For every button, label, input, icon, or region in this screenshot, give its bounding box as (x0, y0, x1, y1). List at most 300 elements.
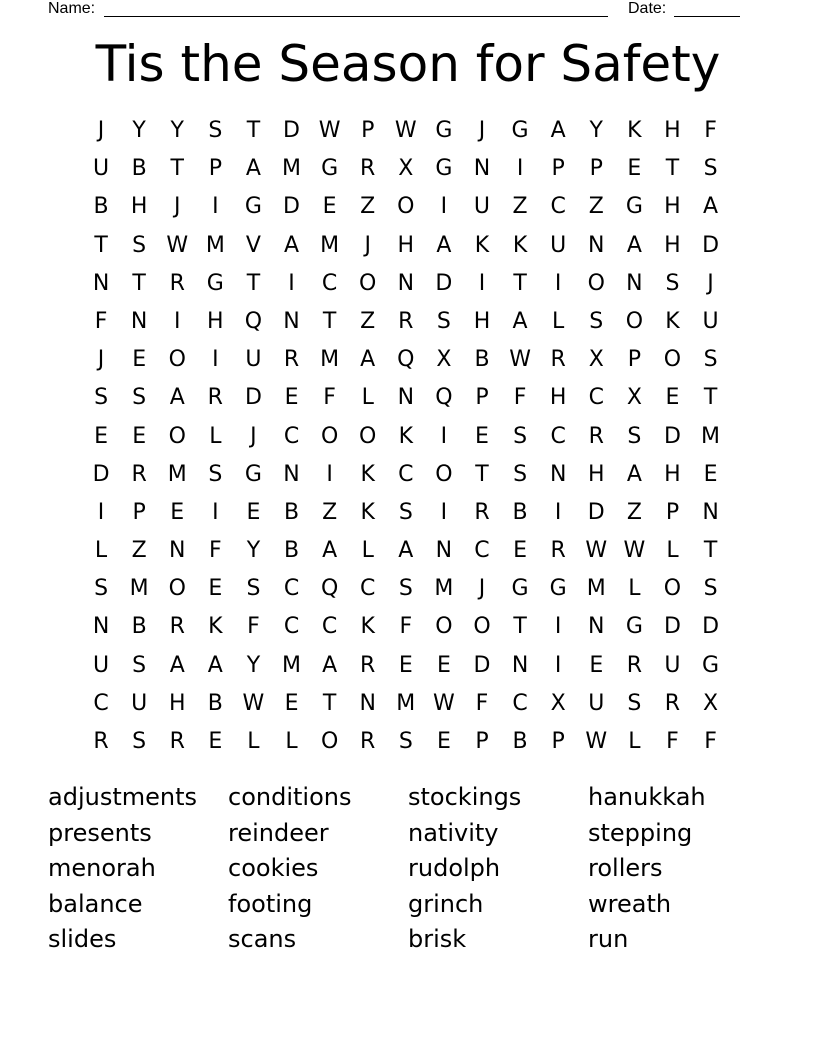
grid-letter: L (361, 538, 374, 564)
grid-letter: R (169, 270, 185, 296)
grid-letter: E (208, 576, 223, 602)
grid-letter: K (665, 308, 680, 334)
grid-letter: N (92, 614, 110, 640)
grid-letter: O (168, 347, 186, 373)
grid-letter: F (475, 690, 489, 716)
word-bank-item: stockings (408, 783, 522, 811)
grid-letter: H (549, 385, 567, 411)
grid-letter: M (396, 690, 416, 716)
grid-row (82, 723, 730, 761)
grid-letter: N (511, 652, 529, 678)
grid-letter: L (94, 538, 108, 564)
grid-letter: C (283, 614, 300, 640)
grid-letter: R (360, 156, 376, 182)
grid-letter: M (167, 461, 187, 487)
grid-letter: N (397, 385, 415, 411)
grid-letter: Y (246, 652, 261, 678)
word-bank-item: reindeer (228, 818, 329, 847)
grid-letter: Z (588, 194, 604, 220)
grid-letter: A (398, 538, 414, 564)
date-blank-line (674, 16, 740, 17)
grid-letter: T (322, 690, 337, 716)
grid-letter: I (478, 270, 486, 296)
grid-letter: Q (244, 308, 263, 334)
grid-letter: P (132, 499, 146, 525)
grid-letter: P (475, 385, 489, 411)
grid-letter: M (434, 576, 454, 602)
grid-letter: Z (360, 308, 376, 334)
grid-row (82, 379, 730, 417)
grid-letter: I (212, 194, 219, 220)
word-bank-item: rollers (588, 854, 663, 883)
grid-letter: Y (246, 538, 261, 564)
grid-letter: G (244, 461, 262, 487)
grid-letter: O (359, 270, 377, 296)
grid-letter: U (92, 156, 110, 182)
grid-letter: C (360, 576, 376, 602)
grid-letter: M (205, 232, 225, 258)
grid-letter: Z (626, 499, 642, 525)
grid-letter: C (283, 423, 300, 449)
grid-letter: E (436, 652, 451, 678)
grid-letter: V (245, 232, 261, 258)
grid-letter: S (703, 576, 718, 602)
grid-letter: Y (170, 118, 184, 143)
grid-letter: K (360, 461, 375, 487)
grid-letter: E (703, 461, 718, 487)
grid-letter: U (473, 194, 491, 220)
grid-letter: F (247, 614, 260, 640)
grid-letter: G (625, 194, 643, 220)
grid-letter: W (585, 729, 608, 754)
grid-letter: R (169, 729, 185, 754)
grid-letter: R (283, 347, 300, 373)
grid-letter: O (587, 270, 605, 296)
grid-letter: O (663, 347, 682, 373)
grid-row (82, 150, 730, 188)
grid-letter: J (250, 423, 257, 449)
grid-letter: Z (360, 194, 376, 220)
grid-letter: I (554, 614, 562, 640)
grid-letter: R (131, 461, 147, 487)
grid-letter: F (513, 385, 527, 411)
grid-row (82, 608, 730, 646)
grid-letter: M (282, 652, 301, 678)
grid-letter: X (588, 347, 604, 373)
grid-letter: I (97, 499, 105, 525)
grid-letter: T (703, 538, 718, 564)
grid-letter: Q (397, 347, 415, 373)
grid-letter: L (285, 729, 298, 754)
grid-row (82, 112, 730, 150)
grid-letter: E (627, 156, 642, 182)
grid-letter: F (666, 729, 679, 754)
grid-letter: T (475, 461, 489, 487)
grid-letter: R (398, 308, 414, 334)
grid-letter: J (364, 232, 371, 258)
word-search-grid (82, 112, 730, 761)
grid-letter: K (360, 499, 375, 525)
word-bank-item: nativity (408, 818, 499, 847)
grid-letter: A (207, 652, 223, 678)
word-bank-item: run (588, 925, 629, 954)
grid-letter: P (551, 729, 565, 754)
grid-letter: W (394, 118, 417, 143)
grid-letter: G (702, 652, 720, 678)
grid-letter: H (664, 232, 681, 258)
word-bank (48, 780, 768, 958)
grid-letter: X (398, 156, 414, 182)
grid-letter: S (94, 576, 109, 602)
grid-letter: F (704, 118, 717, 143)
grid-letter: F (399, 614, 413, 640)
grid-letter: Y (589, 118, 603, 143)
grid-letter: B (512, 729, 528, 754)
grid-letter: W (509, 347, 531, 373)
grid-row (82, 494, 730, 532)
grid-letter: X (626, 385, 642, 411)
word-bank-item: slides (48, 925, 117, 954)
grid-letter: T (246, 118, 261, 143)
grid-letter: M (320, 347, 340, 373)
grid-letter: Z (131, 538, 147, 564)
grid-letter: T (513, 270, 527, 296)
grid-letter: C (474, 538, 490, 564)
grid-letter: E (322, 194, 337, 220)
grid-letter: R (550, 347, 566, 373)
grid-letter: W (585, 538, 608, 564)
grid-letter: D (283, 118, 300, 143)
grid-letter: W (433, 690, 455, 716)
grid-letter: F (209, 538, 222, 564)
grid-letter: I (288, 270, 295, 296)
grid-letter: H (130, 194, 148, 220)
grid-letter: G (435, 156, 453, 182)
grid-letter: U (550, 232, 567, 258)
grid-letter: T (665, 156, 680, 182)
grid-letter: T (246, 270, 261, 296)
grid-letter: E (208, 729, 223, 754)
grid-letter: B (283, 538, 300, 564)
grid-letter: G (625, 614, 643, 640)
grid-letter: D (702, 614, 720, 640)
grid-letter: S (513, 461, 528, 487)
grid-letter: F (704, 729, 717, 754)
grid-letter: L (552, 308, 565, 334)
grid-letter: S (627, 423, 642, 449)
grid-row (82, 418, 730, 456)
grid-letter: U (245, 347, 262, 373)
grid-letter: N (169, 538, 186, 564)
grid-letter: H (664, 118, 681, 143)
grid-letter: O (320, 423, 339, 449)
grid-letter: O (625, 308, 644, 334)
grid-letter: C (512, 690, 528, 716)
grid-letter: N (92, 270, 110, 296)
grid-letter: A (360, 347, 376, 373)
grid-letter: N (588, 232, 605, 258)
grid-row (82, 570, 730, 608)
grid-letter: H (207, 308, 224, 334)
grid-letter: E (398, 652, 413, 678)
grid-letter: K (208, 614, 223, 640)
grid-letter: I (440, 499, 448, 525)
grid-letter: P (361, 118, 375, 143)
grid-letter: R (169, 614, 185, 640)
grid-row (82, 265, 730, 303)
grid-row (82, 303, 730, 341)
grid-letter: W (166, 232, 189, 258)
grid-letter: R (360, 652, 376, 678)
grid-letter: E (132, 347, 147, 373)
grid-letter: D (663, 614, 681, 640)
grid-letter: M (282, 156, 301, 182)
grid-row (82, 188, 730, 226)
grid-letter: N (397, 270, 415, 296)
grid-letter: O (397, 194, 415, 220)
grid-letter: S (398, 576, 413, 602)
word-bank-item: grinch (408, 889, 484, 918)
grid-letter: J (97, 118, 105, 143)
grid-letter: I (516, 156, 524, 182)
grid-letter: I (440, 194, 448, 220)
grid-letter: S (246, 576, 261, 602)
grid-letter: S (398, 499, 413, 525)
grid-letter: E (246, 499, 261, 525)
grid-letter: B (283, 499, 300, 525)
grid-letter: A (626, 232, 642, 258)
grid-letter: C (588, 385, 604, 411)
grid-letter: N (588, 614, 605, 640)
grid-letter: T (132, 270, 146, 296)
grid-letter: G (511, 118, 529, 143)
word-bank-item: presents (48, 818, 152, 847)
grid-letter: D (435, 270, 453, 296)
grid-letter: U (131, 690, 148, 716)
word-bank-item: brisk (408, 925, 467, 954)
grid-letter: J (478, 118, 486, 143)
grid-letter: T (94, 232, 108, 258)
grid-letter: G (206, 270, 224, 296)
grid-letter: U (92, 652, 110, 678)
grid-letter: L (666, 538, 679, 564)
grid-letter: S (703, 347, 718, 373)
grid-letter: M (701, 423, 721, 449)
grid-letter: P (589, 156, 603, 182)
grid-letter: X (550, 690, 566, 716)
grid-letter: X (436, 347, 452, 373)
grid-letter: Z (512, 194, 528, 220)
grid-letter: E (475, 423, 489, 449)
grid-letter: N (359, 690, 376, 716)
grid-letter: N (626, 270, 643, 296)
word-bank-item: stepping (588, 818, 693, 847)
grid-letter: N (130, 308, 148, 334)
grid-letter: I (554, 270, 562, 296)
grid-letter: E (436, 729, 451, 754)
grid-letter: S (132, 652, 147, 678)
grid-letter: M (320, 232, 340, 258)
word-bank-item: adjustments (48, 783, 198, 811)
grid-row (82, 227, 730, 265)
grid-letter: K (627, 118, 642, 143)
grid-letter: R (664, 690, 681, 716)
grid-letter: E (132, 423, 147, 449)
grid-letter: G (435, 118, 453, 143)
grid-letter: H (473, 308, 491, 334)
grid-letter: K (512, 232, 528, 258)
grid-letter: U (664, 652, 681, 678)
grid-letter: C (398, 461, 414, 487)
grid-letter: A (550, 118, 566, 143)
grid-letter: R (550, 538, 566, 564)
grid-letter: D (702, 232, 720, 258)
grid-letter: H (168, 690, 186, 716)
grid-letter: E (589, 652, 604, 678)
grid-letter: O (359, 423, 377, 449)
grid-letter: B (207, 690, 223, 716)
grid-letter: I (554, 499, 562, 525)
grid-letter: O (435, 614, 453, 640)
grid-letter: I (173, 308, 181, 334)
grid-letter: K (398, 423, 414, 449)
grid-letter: O (320, 729, 339, 754)
grid-letter: R (626, 652, 642, 678)
grid-letter: G (321, 156, 339, 182)
grid-letter: D (587, 499, 605, 525)
grid-letter: B (131, 156, 147, 182)
grid-letter: O (435, 461, 453, 487)
grid-letter: K (474, 232, 490, 258)
grid-letter: A (245, 156, 261, 182)
word-bank-item: conditions (228, 783, 352, 811)
grid-letter: P (475, 729, 489, 754)
grid-letter: L (361, 385, 374, 411)
grid-letter: S (208, 118, 223, 143)
grid-letter: T (322, 308, 337, 334)
word-row (48, 922, 768, 958)
grid-letter: L (628, 576, 641, 602)
grid-letter: A (169, 652, 185, 678)
grid-letter: M (586, 576, 606, 602)
grid-letter: A (322, 538, 338, 564)
grid-letter: E (284, 690, 299, 716)
grid-row (82, 532, 730, 570)
grid-letter: S (398, 729, 413, 754)
grid-letter: I (326, 461, 333, 487)
grid-letter: N (473, 156, 491, 182)
grid-letter: T (513, 614, 527, 640)
grid-letter: R (360, 729, 376, 754)
grid-letter: Q (435, 385, 453, 411)
word-row (48, 780, 768, 816)
grid-letter: K (360, 614, 375, 640)
grid-letter: S (665, 270, 680, 296)
grid-letter: N (435, 538, 453, 564)
grid-letter: U (702, 308, 719, 334)
worksheet-header (48, 0, 748, 20)
grid-letter: A (512, 308, 528, 334)
grid-letter: D (244, 385, 262, 411)
grid-letter: J (707, 270, 714, 296)
grid-letter: D (92, 461, 110, 487)
word-bank-item: menorah (48, 854, 156, 883)
grid-letter: N (283, 461, 300, 487)
grid-letter: S (627, 690, 642, 716)
name-label: Name: (48, 0, 96, 17)
grid-letter: E (513, 538, 528, 564)
grid-letter: S (703, 156, 718, 182)
grid-letter: C (321, 270, 338, 296)
word-bank-item: scans (228, 925, 297, 954)
grid-letter: S (94, 385, 109, 411)
grid-letter: Y (132, 118, 146, 143)
grid-letter: S (132, 232, 147, 258)
grid-letter: G (244, 194, 262, 220)
grid-letter: M (129, 576, 149, 602)
page-title: Tis the Season for Safety (95, 35, 721, 93)
grid-letter: O (168, 576, 186, 602)
grid-letter: U (588, 690, 605, 716)
grid-letter: J (97, 347, 105, 373)
grid-letter: G (549, 576, 567, 602)
grid-letter: J (478, 576, 486, 602)
grid-letter: A (283, 232, 300, 258)
grid-letter: P (627, 347, 641, 373)
grid-letter: D (473, 652, 491, 678)
grid-letter: C (93, 690, 109, 716)
grid-letter: F (94, 308, 108, 334)
name-blank-line (104, 16, 608, 17)
word-bank-item: rudolph (408, 854, 501, 883)
grid-row (82, 685, 730, 723)
grid-letter: G (511, 576, 529, 602)
grid-letter: Q (320, 576, 339, 602)
date-label: Date: (628, 0, 667, 17)
grid-letter: P (208, 156, 222, 182)
grid-letter: A (169, 385, 185, 411)
grid-letter: S (132, 385, 147, 411)
grid-letter: N (702, 499, 719, 525)
grid-letter: E (94, 423, 108, 449)
grid-letter: D (283, 194, 300, 220)
grid-letter: S (436, 308, 451, 334)
grid-letter: X (703, 690, 719, 716)
word-row (48, 887, 768, 923)
grid-letter: S (208, 461, 223, 487)
grid-letter: I (212, 499, 219, 525)
grid-letter: R (207, 385, 223, 411)
grid-letter: E (665, 385, 680, 411)
grid-letter: O (168, 423, 186, 449)
grid-letter: H (397, 232, 415, 258)
grid-letter: J (173, 194, 181, 220)
grid-letter: W (318, 118, 341, 143)
grid-letter: T (703, 385, 718, 411)
grid-letter: T (170, 156, 184, 182)
word-bank-item: cookies (228, 854, 319, 883)
grid-letter: S (589, 308, 604, 334)
grid-letter: C (283, 576, 300, 602)
grid-letter: H (664, 194, 681, 220)
grid-row (82, 647, 730, 685)
grid-letter: C (550, 194, 566, 220)
grid-letter: S (513, 423, 528, 449)
word-bank-item: wreath (588, 889, 672, 918)
grid-letter: A (436, 232, 452, 258)
grid-letter: I (554, 652, 562, 678)
grid-letter: E (284, 385, 299, 411)
